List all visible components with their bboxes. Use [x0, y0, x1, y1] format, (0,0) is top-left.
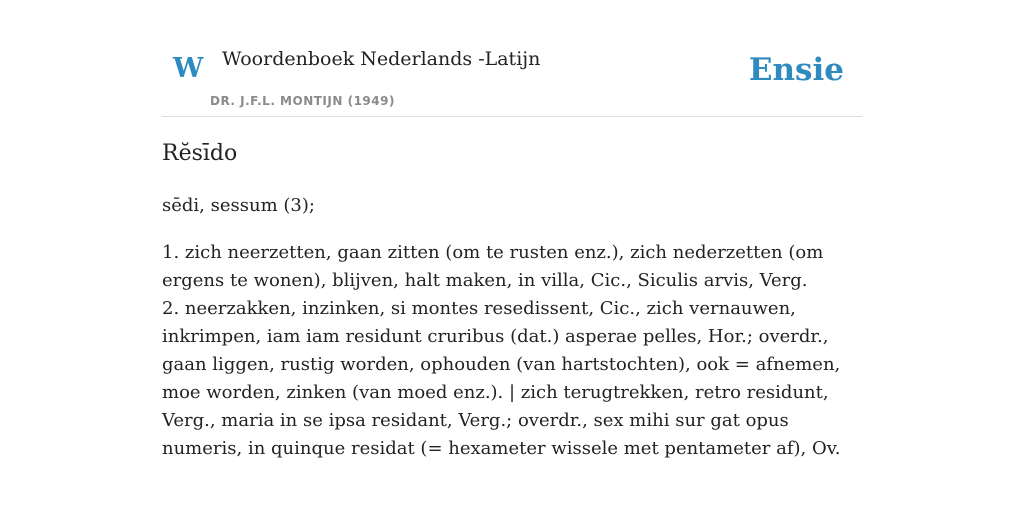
dictionary-author: DR. J.F.L. MONTIJN (1949)	[210, 94, 395, 108]
sense-1: 1. zich neerzetten, gaan zitten (om te rusten enz.), zich nederzetten (om ergens te wonen), blijven, halt maken, in villa, Cic., Siculis arvis, Verg.	[162, 242, 824, 291]
entry-forms: sēdi, sessum (3);	[162, 195, 315, 216]
entry-headword: Rĕsīdo	[162, 141, 238, 166]
woordenboek-logo-icon[interactable]: W	[173, 53, 204, 84]
sense-2: 2. neerzakken, inzinken, si montes resedissent, Cic., zich vernauwen, inkrimpen, iam iam residunt cruribus (dat.) asperae pelles, Hor.; overdr., gaan liggen, rustig worden, ophouden (van hartstochten), ook = afnemen, moe worden, zinken (van moed enz.). | zich terugtrekken, retro residunt, Verg., maria in se ipsa residant, Verg.; overdr., sex mihi sur gat opus numeris, in quinque residat (= hexameter wissele met pentameter af), Ov.	[162, 298, 841, 459]
site-header	[162, 0, 862, 117]
dictionary-title[interactable]: Woordenboek Nederlands -Latijn	[222, 48, 541, 70]
ensie-brand-logo[interactable]: Ensie	[748, 52, 844, 88]
entry-definition	[162, 239, 862, 463]
